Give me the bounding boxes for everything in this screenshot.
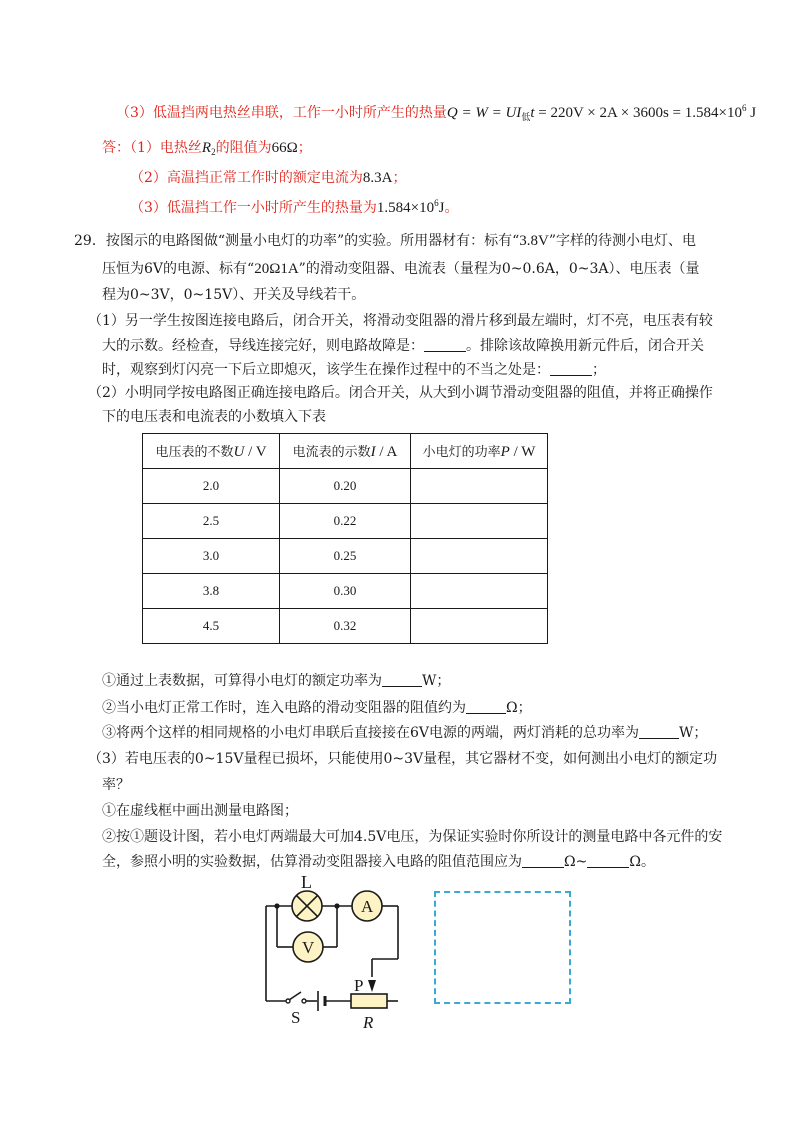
q29-task-2-a: ②按①题设计图，若小电灯两端最大可加4.5V电压，为保证实验时你所设计的测量电路中各元件的安	[102, 829, 723, 845]
answer-1-end: ；	[297, 140, 312, 156]
table-cell-current: 0.30	[280, 574, 411, 609]
table-cell-voltage: 2.0	[143, 469, 280, 504]
table-cell-voltage: 2.5	[143, 504, 280, 539]
battery-symbol	[318, 991, 325, 1011]
answer-3-prefix: （3）低温挡工作一小时所产生的热量为	[130, 200, 377, 216]
q29-part1-a: （1）另一学生按图连接电路后，闭合开关，将滑动变阻器的滑片移到最左端时，灯不亮，电压表有较	[88, 313, 713, 329]
q29-part2-line-1	[88, 383, 713, 403]
table-row	[143, 469, 548, 504]
q29-part3-line-2	[102, 775, 130, 795]
q29-intro-a: 29．按图示的电路图做“测量小电灯的功率”的实验。所用器材有：标有“	[74, 233, 520, 249]
sub-question-2-unit: Ω；	[506, 700, 532, 716]
answer-1-symbol: R	[201, 140, 212, 156]
resistance-min-blank[interactable]	[522, 853, 564, 868]
lamp-symbol	[292, 891, 322, 921]
q29-line-2	[102, 259, 700, 279]
q29-part2-b: 下的电压表和电流表的小数填入下表	[102, 409, 326, 425]
slider-arrow	[368, 980, 376, 992]
answer-3-exp: 6	[434, 198, 439, 208]
q29-task-1-text: ①在虚线框中画出测量电路图；	[102, 803, 298, 819]
q29-task-2-c: Ω~	[564, 854, 588, 870]
slider-label: P	[354, 976, 364, 995]
formula-rhs: = 220V × 2A × 3600s = 1.584×10	[534, 105, 742, 121]
q29-intro-b: ”字样的待测小电灯、电	[548, 233, 697, 249]
q29-part1-c: 。排除该故障换用新元件后，闭合开关	[466, 338, 704, 354]
answer-3-unit: J	[438, 200, 445, 216]
answer-1-value: 66Ω	[271, 140, 298, 156]
q29-line2-b: ”的滑动变阻器、电流表（量程为0~0.6A，0~3A）、电压表（量	[298, 261, 700, 277]
q29-part3-a: （3）若电压表的0~15V量程已损坏，只能使用0~3V量程，其它器材不变，如何测出小电灯的额定功	[88, 751, 718, 767]
q29-part1-line-2	[102, 336, 704, 356]
formula-sub: 低	[521, 113, 531, 123]
rheostat-label: R	[363, 1013, 374, 1030]
formula-lhs: Q = W = UI	[446, 105, 522, 121]
table-cell-power[interactable]	[411, 574, 548, 609]
junction-dot	[274, 903, 279, 908]
q29-task-2-d: Ω。	[629, 854, 655, 870]
sub-question-1	[102, 671, 450, 691]
rated-power-blank[interactable]	[382, 672, 422, 687]
table-header-row	[143, 434, 548, 469]
table-cell-current: 0.25	[280, 539, 411, 574]
answer-1-middle: 的阻值为	[215, 140, 272, 156]
q29-line-1	[74, 231, 696, 251]
answer-2-value: 8.3A	[362, 170, 393, 186]
switch-contact	[302, 999, 306, 1003]
q29-line2-a: 压恒为6V的电源、标有“	[102, 261, 255, 277]
answer-part3-formula	[447, 105, 756, 121]
q29-part3-b: 率？	[102, 777, 130, 793]
answer-3-end: 。	[444, 200, 459, 216]
lamp-label: L	[301, 872, 312, 892]
measurement-table	[142, 433, 548, 644]
q29-part1-b: 大的示数。经检查，导线连接完好，则电路故障是：	[102, 338, 424, 354]
q29-task-2-line-2	[102, 852, 655, 872]
q29-task-1	[102, 801, 298, 821]
resistance-max-blank[interactable]	[587, 853, 629, 868]
answer-1-prefix: 答：（1）电热丝	[102, 140, 202, 156]
table-cell-power[interactable]	[411, 504, 548, 539]
q29-line3: 程为0~3V，0~15V）、开关及导线若干。	[102, 287, 366, 303]
q29-part2-line-2	[102, 407, 326, 427]
table-row	[143, 609, 548, 644]
q29-part1-d: 时，观察到灯闪亮一下后立即熄灭，该学生在操作过程中的不当之处是：	[102, 362, 550, 378]
fault-answer-blank[interactable]	[424, 337, 466, 352]
q29-task-2-line-1	[102, 827, 722, 847]
switch-contact	[286, 999, 290, 1003]
table-cell-current: 0.22	[280, 504, 411, 539]
answer-part3-text: （3）低温挡两电热丝串联，工作一小时所产生的热量	[116, 105, 447, 121]
formula-unit: J	[746, 105, 757, 121]
circuit-diagram	[255, 870, 415, 1030]
rheostat-resistance-blank[interactable]	[466, 699, 506, 714]
formula-t: t	[530, 105, 535, 121]
sub-question-3-text: ③将两个这样的相同规格的小电灯串联后直接接在6V电源的两端，两灯消耗的总功率为	[102, 725, 640, 741]
table-cell-voltage: 4.5	[143, 609, 280, 644]
answer-2-end: ；	[392, 170, 407, 186]
sub-question-3	[102, 723, 707, 743]
q29-rheostat-rating: 20Ω1A	[254, 261, 299, 277]
q29-part1-line-1	[88, 311, 713, 331]
sub-question-1-unit: W；	[422, 673, 451, 689]
table-cell-current: 0.32	[280, 609, 411, 644]
sub-question-2-text: ②当小电灯正常工作时，连入电路的滑动变阻器的阻值约为	[102, 700, 466, 716]
table-cell-current: 0.20	[280, 469, 411, 504]
answer-line-1	[102, 138, 312, 158]
table-cell-voltage: 3.0	[143, 539, 280, 574]
voltmeter-label: V	[302, 938, 315, 957]
sub-question-2	[102, 698, 532, 718]
switch-label: S	[291, 1008, 301, 1027]
table-cell-power[interactable]	[411, 469, 548, 504]
q29-part1-e: ；	[592, 362, 606, 378]
q29-task-2-b: 全，参照小明的实验数据，估算滑动变阻器接入电路的阻值范围应为	[102, 854, 522, 870]
junction-dot	[334, 903, 339, 908]
q29-part3-line-1	[88, 749, 717, 769]
sub-question-3-unit: W；	[679, 725, 708, 741]
circuit-drawing-box[interactable]	[434, 891, 571, 1004]
rheostat-symbol	[351, 994, 387, 1008]
table-row	[143, 574, 548, 609]
q29-lamp-rating: 3.8V	[519, 233, 549, 249]
answer-3-value: 1.584×10	[376, 200, 435, 216]
total-power-blank[interactable]	[639, 724, 679, 739]
answer-1-sub: 2	[211, 147, 216, 157]
ammeter-label: A	[361, 897, 374, 916]
sub-question-1-text: ①通过上表数据，可算得小电灯的额定功率为	[102, 673, 382, 689]
q29-line-3	[102, 285, 365, 305]
q29-part2-a: （2）小明同学按电路图正确连接电路后。闭合开关，从大到小调节滑动变阻器的阻值，并将正确操作	[88, 385, 713, 401]
formula-exp: 6	[741, 103, 747, 113]
answer-line-2	[130, 168, 407, 188]
answer-part3-line	[116, 103, 756, 123]
answer-line-3	[130, 198, 458, 218]
table-header-power: 小电灯的功率P / W	[411, 434, 548, 469]
table-cell-power[interactable]	[411, 539, 548, 574]
q29-part1-line-3	[102, 360, 606, 380]
table-row	[143, 539, 548, 574]
table-cell-voltage: 3.8	[143, 574, 280, 609]
table-header-voltage: 电压表的不数U / V	[143, 434, 280, 469]
table-cell-power[interactable]	[411, 609, 548, 644]
answer-2-prefix: （2）高温挡正常工作时的额定电流为	[130, 170, 363, 186]
table-header-current: 电流表的示数I / A	[280, 434, 411, 469]
operation-error-blank[interactable]	[550, 361, 592, 376]
table-row	[143, 504, 548, 539]
